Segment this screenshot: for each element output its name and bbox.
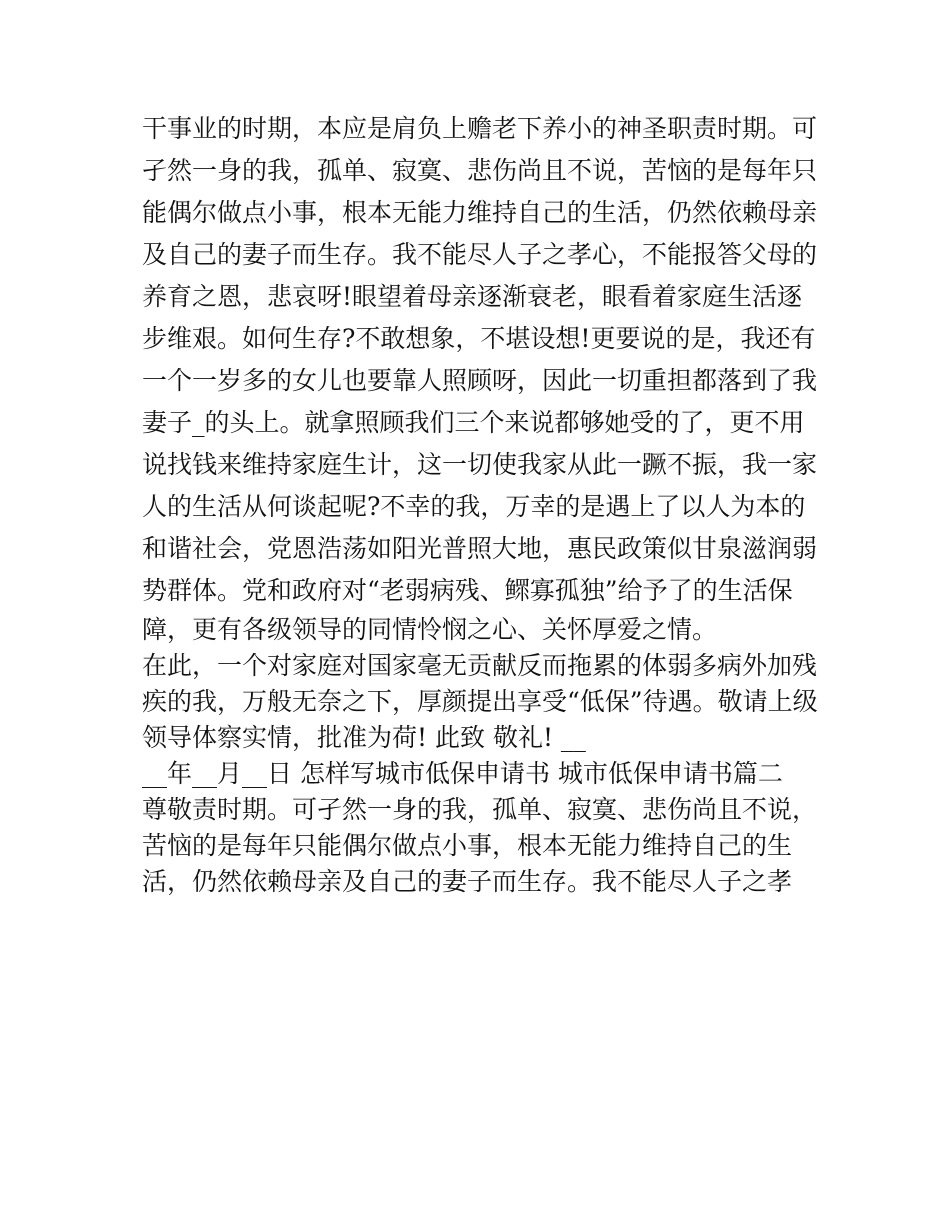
- text-line: 妻子_的头上。就拿照顾我们三个来说都够她受的了，更不用: [142, 408, 805, 437]
- text-line: 在此，一个对家庭对国家毫无贡献反而拖累的体弱多病外加残: [142, 651, 818, 680]
- text-line: 势群体。党和政府对“老弱病残、鳏寡孤独”给予了的生活保: [142, 576, 793, 605]
- text-line: 苦恼的是每年只能偶尔做点小事，根本无能力维持自己的生: [142, 831, 793, 860]
- text-line: 孑然一身的我，孤单、寂寞、悲伤尚且不说，苦恼的是每年只: [142, 156, 818, 185]
- text-line: 能偶尔做点小事，根本无能力维持自己的生活，仍然依赖母亲: [142, 198, 818, 227]
- document-body: [142, 108, 822, 900]
- text-line: 干事业的时期，本应是肩负上赡老下养小的神圣职责时期。可: [142, 114, 818, 143]
- text-line: 步维艰。如何生存?不敢想象，不堪设想!更要说的是，我还有: [142, 324, 816, 353]
- text-line: 养育之恩，悲哀呀!眼望着母亲逐渐衰老，眼看着家庭生活逐: [142, 282, 803, 311]
- text-line: 人的生活从何谈起呢?不幸的我，万幸的是遇上了以人为本的: [142, 492, 806, 521]
- text-line: 疾的我，万般无奈之下，厚颜提出享受“低保”待遇。敬请上级: [142, 687, 818, 716]
- text-line: 一个一岁多的女儿也要靠人照顾呀，因此一切重担都落到了我: [142, 366, 818, 395]
- text-line: 说找钱来维持家庭生计，这一切使我家从此一蹶不振，我一家: [142, 450, 818, 479]
- text-line: 障，更有各级领导的同情怜悯之心、关怀厚爱之情。: [142, 615, 718, 644]
- text-line: 活，仍然依赖母亲及自己的妻子而生存。我不能尽人子之孝: [142, 867, 793, 896]
- text-line: 领导体察实情，批准为荷! 此致 敬礼! __: [142, 723, 586, 752]
- text-line: 和谐社会，党恩浩荡如阳光普照大地，惠民政策似甘泉滋润弱: [142, 534, 818, 563]
- text-line: 及自己的妻子而生存。我不能尽人子之孝心，不能报答父母的: [142, 240, 818, 269]
- text-line: __年__月__日 怎样写城市低保申请书 城市低保申请书篇二: [142, 759, 783, 788]
- text-line: 尊敬责时期。可孑然一身的我，孤单、寂寞、悲伤尚且不说，: [142, 795, 818, 824]
